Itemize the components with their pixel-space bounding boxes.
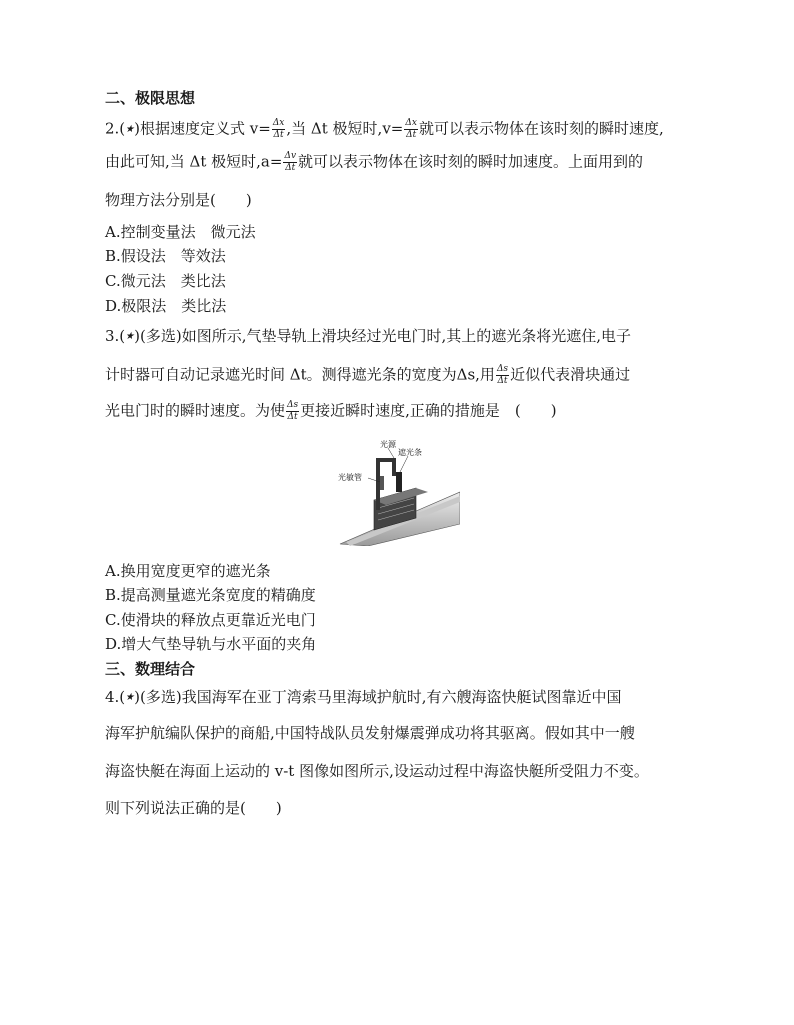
question-3-line-3	[105, 401, 557, 422]
label-light-source: 光源	[380, 440, 396, 449]
question-3-option-d: D.增大气垫导轨与水平面的夹角	[105, 635, 317, 653]
fraction-denominator: Δt	[406, 130, 417, 140]
question-3-text: 更接近瞬时速度,正确的措施是 ( )	[300, 401, 557, 420]
fraction-dx-dt	[404, 119, 418, 140]
question-2-text: 就可以表示物体在该时刻的瞬时加速度。上面用到的	[298, 152, 644, 171]
question-2-line-2	[105, 152, 643, 173]
question-4-line-3: 海盗快艇在海面上运动的 v-t 图像如图所示,设运动过程中海盗快艇所受阻力不变。	[105, 762, 649, 780]
question-3-text: )(多选)如图所示,气垫导轨上滑块经过光电门时,其上的遮光条将光遮住,电子	[134, 327, 632, 345]
difficulty-star-icon: ★	[125, 692, 135, 703]
question-4-line-2: 海军护航编队保护的商船,中国特战队员发射爆震弹成功将其驱离。假如其中一艘	[105, 724, 635, 742]
question-2-text: 由此可知,当 Δt 极短时,a=	[105, 152, 283, 171]
question-2-line-1	[105, 119, 664, 140]
fraction-numerator: Δs	[496, 364, 509, 374]
question-3-text: 光电门时的瞬时速度。为使	[105, 401, 286, 420]
light-source-head	[392, 458, 396, 476]
question-4-number: 4.(	[105, 688, 126, 706]
difficulty-star-icon: ★	[125, 331, 135, 342]
air-track-photogate-figure	[338, 436, 460, 546]
question-3-option-c: C.使滑块的释放点更靠近光电门	[105, 611, 316, 629]
question-2-text: 就可以表示物体在该时刻的瞬时速度,	[418, 119, 664, 138]
question-3-line-1	[105, 329, 631, 344]
difficulty-star-icon: ★	[125, 123, 135, 135]
question-3-option-b: B.提高测量遮光条宽度的精确度	[105, 586, 316, 604]
fraction-ds-dt	[286, 401, 299, 422]
question-3-line-2	[105, 365, 630, 386]
fraction-denominator: Δt	[285, 163, 296, 173]
label-shade-strip: 遮光条	[398, 448, 422, 457]
fraction-dx-dt	[272, 119, 286, 140]
question-4-line-4: 则下列说法正确的是( )	[105, 799, 282, 817]
fraction-numerator: Δv	[284, 151, 297, 161]
question-2-option-c: C.微元法 类比法	[105, 272, 226, 290]
question-3-text: 近似代表滑块通过	[510, 365, 631, 384]
photogate-frame	[376, 458, 380, 510]
fraction-numerator: Δx	[405, 118, 417, 128]
question-2-line-3: 物理方法分别是( )	[105, 191, 252, 209]
question-2-text: ,当 Δt 极短时,v=	[286, 119, 404, 138]
question-3-text: 计时器可自动记录遮光时间 Δt。测得遮光条的宽度为Δs,用	[105, 365, 495, 384]
fraction-dv-dt	[283, 152, 297, 173]
question-2-option-b: B.假设法 等效法	[105, 247, 226, 265]
fraction-denominator: Δt	[497, 376, 508, 386]
question-4-text: )(多选)我国海军在亚丁湾索马里海域护航时,有六艘海盗快艇试图靠近中国	[134, 688, 622, 706]
fraction-denominator: Δt	[273, 130, 284, 140]
question-2-option-d: D.极限法 类比法	[105, 297, 227, 315]
photo-sensor-tube	[380, 476, 384, 490]
label-photo-sensor: 光敏管	[338, 473, 362, 482]
question-3-option-a: A.换用宽度更窄的遮光条	[105, 562, 271, 580]
question-4-line-1	[105, 690, 621, 705]
fraction-numerator: Δx	[272, 118, 285, 128]
fraction-numerator: Δs	[287, 400, 299, 410]
shade-strip	[396, 472, 402, 492]
section-heading-limit-thinking: 二、极限思想	[105, 89, 196, 107]
question-2-number: 2.(	[105, 119, 126, 138]
question-2-option-a: A.控制变量法 微元法	[105, 223, 256, 241]
fraction-ds-dt	[496, 365, 509, 386]
fraction-denominator: Δt	[287, 412, 298, 422]
section-heading-math-physics: 三、数理结合	[105, 660, 196, 678]
question-3-number: 3.(	[105, 327, 126, 345]
question-2-text: )根据速度定义式 v=	[134, 119, 271, 138]
